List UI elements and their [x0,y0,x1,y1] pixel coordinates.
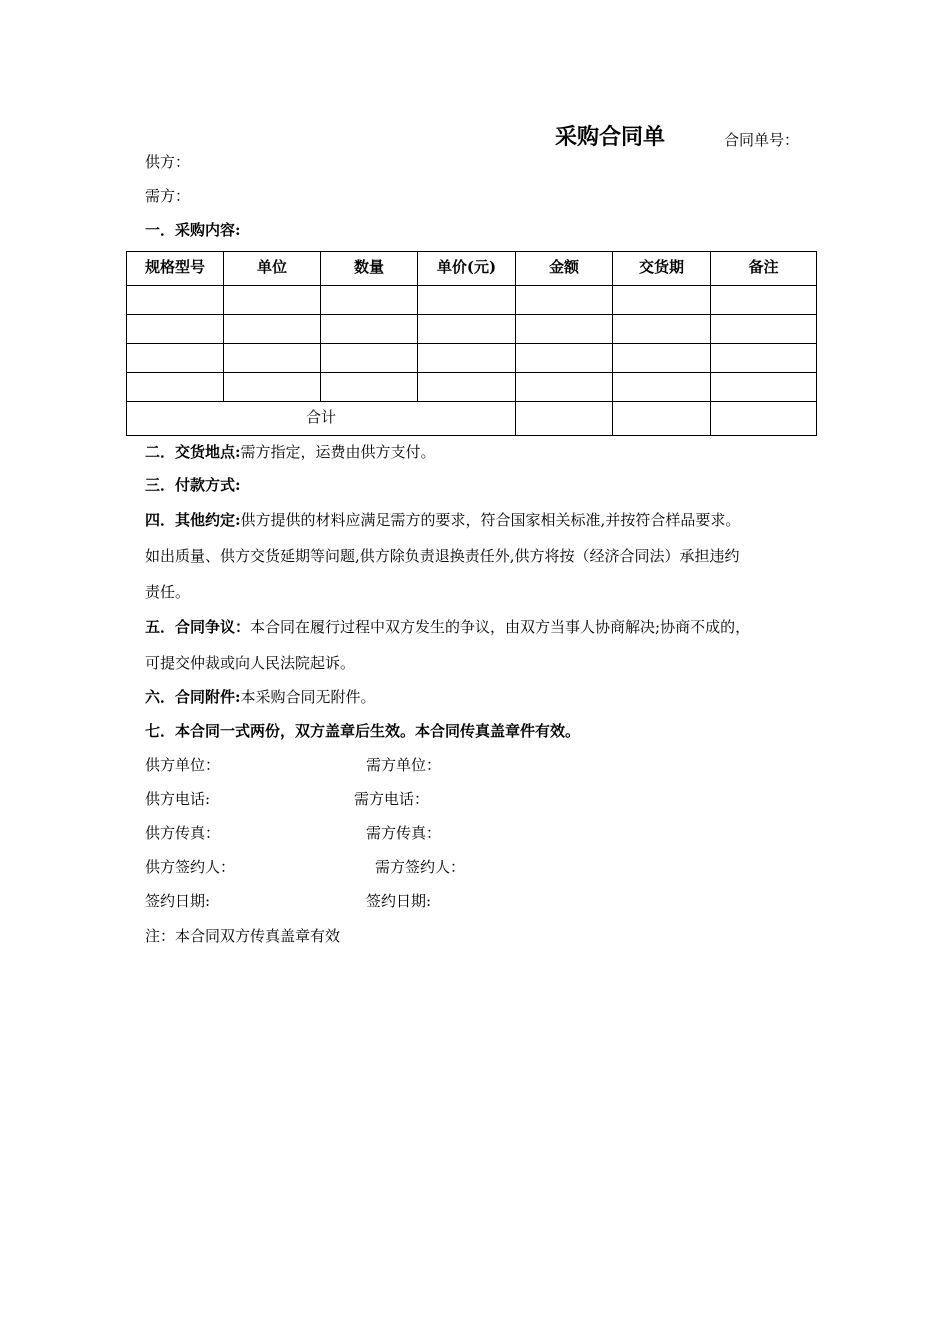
table-cell[interactable] [321,286,418,315]
supplier-phone-label: 供方电话: [145,790,211,808]
note: 注：本合同双方传真盖章有效 [145,927,341,945]
section-4-line-3: 责任。 [145,583,191,601]
total-amount-cell[interactable] [516,402,613,436]
purchase-items-table [126,251,817,436]
column-header-amount: 金额 [516,252,613,286]
table-cell[interactable] [418,315,516,344]
table-cell[interactable] [516,286,613,315]
buyer-phone-label: 需方电话： [354,790,430,808]
section-5-heading: 五．合同争议： [145,618,251,636]
section-4-text: 供方提供的材料应满足需方的要求，符合国家相关标准,并按符合样品要求。 [240,511,741,529]
section-4-heading: 四．其他约定: [145,511,241,529]
table-cell[interactable] [711,286,817,315]
section-3-heading: 三．付款方式: [145,476,241,494]
section-5-text: 本合同在履行过程中双方发生的争议，由双方当事人协商解决;协商不成的， [250,618,751,636]
section-6 [145,687,376,707]
table-cell[interactable] [711,315,817,344]
column-header-remarks: 备注 [711,252,817,286]
total-remarks-cell[interactable] [711,402,817,436]
section-4-line-1 [145,510,740,530]
table-row [127,286,817,315]
table-cell[interactable] [711,373,817,402]
table-cell[interactable] [418,344,516,373]
supplier-date-label: 签约日期: [145,892,211,910]
table-cell[interactable] [516,315,613,344]
buyer-label: 需方： [145,187,191,205]
table-row [127,315,817,344]
section-5-line-2: 可提交仲裁或向人民法院起诉。 [145,654,356,672]
supplier-fax-label: 供方传真： [145,824,221,842]
table-cell[interactable] [321,315,418,344]
page-title: 采购合同单 [555,124,666,150]
supplier-unit-label: 供方单位： [145,756,221,774]
table-cell[interactable] [613,315,711,344]
table-row [127,373,817,402]
table-header-row [127,252,817,286]
table-cell[interactable] [613,373,711,402]
table-cell[interactable] [321,373,418,402]
buyer-unit-label: 需方单位： [366,756,442,774]
table-cell[interactable] [224,344,321,373]
total-delivery-cell[interactable] [613,402,711,436]
section-6-text: 本采购合同无附件。 [240,688,376,706]
table-row [127,344,817,373]
table-cell[interactable] [224,315,321,344]
table-total-row [127,402,817,436]
section-4-line-2: 如出质量、供方交货延期等问题,供方除负责退换责任外,供方将按（经济合同法）承担违约 [145,547,740,565]
section-2-heading: 二．交货地点: [145,443,241,461]
table-cell[interactable] [127,344,224,373]
column-header-spec: 规格型号 [127,252,224,286]
column-header-delivery-date: 交货期 [613,252,711,286]
section-5-line-1 [145,617,750,637]
table-cell[interactable] [418,373,516,402]
supplier-label: 供方： [145,153,191,171]
buyer-date-label: 签约日期: [366,892,432,910]
buyer-fax-label: 需方传真： [366,824,442,842]
table-cell[interactable] [224,286,321,315]
buyer-signer-label: 需方签约人： [375,858,466,876]
table-cell[interactable] [418,286,516,315]
table-cell[interactable] [127,373,224,402]
section-7: 七．本合同一式两份，双方盖章后生效。本合同传真盖章件有效。 [145,722,581,740]
table-cell[interactable] [516,373,613,402]
section-6-heading: 六．合同附件: [145,688,241,706]
column-header-quantity: 数量 [321,252,418,286]
table-cell[interactable] [224,373,321,402]
column-header-unit-price: 单价(元) [418,252,516,286]
section-2-text: 需方指定，运费由供方支付。 [240,443,436,461]
table-cell[interactable] [127,286,224,315]
table-cell[interactable] [613,344,711,373]
section-1-heading: 一．采购内容: [145,221,241,239]
section-2 [145,442,436,462]
table-cell[interactable] [321,344,418,373]
table-cell[interactable] [127,315,224,344]
table-cell[interactable] [613,286,711,315]
contract-number-label: 合同单号： [724,131,800,149]
table-cell[interactable] [516,344,613,373]
total-label: 合计 [127,402,516,436]
column-header-unit: 单位 [224,252,321,286]
supplier-signer-label: 供方签约人： [145,858,236,876]
table-cell[interactable] [711,344,817,373]
